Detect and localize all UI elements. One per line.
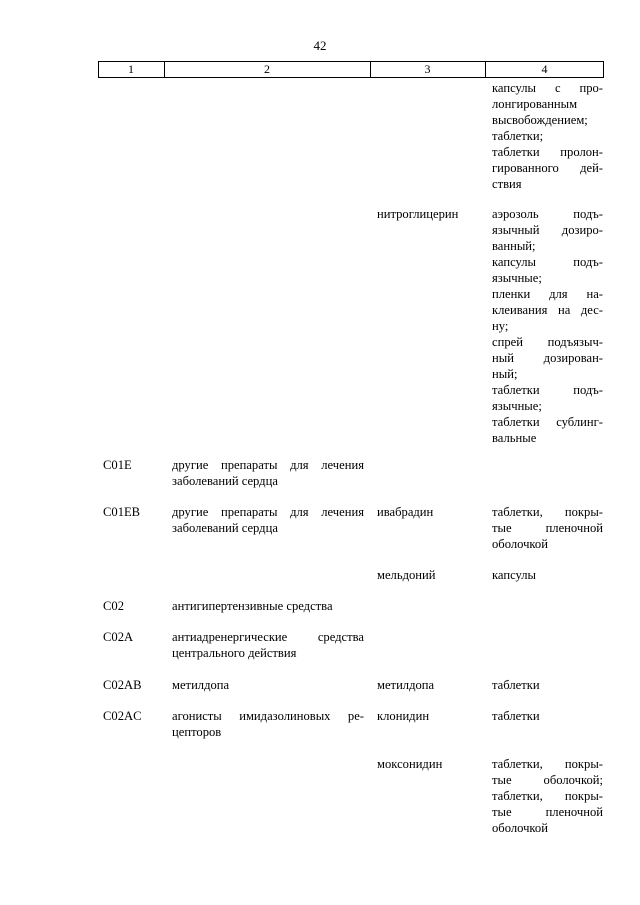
- group-text-line: цепторов: [172, 725, 222, 739]
- dosage-form-line: тые оболочкой;: [492, 773, 603, 787]
- drug-name: ивабрадин: [377, 505, 434, 519]
- anatomical-therapeutic-group: [172, 598, 364, 614]
- atc-code: C01EB: [103, 505, 141, 519]
- dosage-form-line: оболочкой: [492, 821, 548, 835]
- dosage-forms: [492, 708, 603, 724]
- dosage-form-line: ствия: [492, 177, 522, 191]
- dosage-form-line: язычный дозиро-: [492, 223, 603, 237]
- dosage-form-line: вальные: [492, 431, 537, 445]
- dosage-form-line: таблетки пролон-: [492, 145, 603, 159]
- atc-code: C02: [103, 599, 124, 613]
- atc-code: C02AB: [103, 678, 142, 692]
- dosage-form-line: оболочкой: [492, 537, 548, 551]
- atc-code: C02AC: [103, 709, 142, 723]
- group-text-line: агонисты имидазолиновых ре-: [172, 709, 364, 723]
- group-text-line: антиадренергические средства: [172, 630, 364, 644]
- page-number: 42: [313, 38, 327, 53]
- dosage-forms: [492, 756, 603, 836]
- dosage-form-line: ный;: [492, 367, 518, 381]
- table-border: [603, 62, 604, 77]
- dosage-form-line: таблетки: [492, 709, 540, 723]
- dosage-form-line: клеивания на дес-: [492, 303, 603, 317]
- anatomical-therapeutic-group: [172, 629, 364, 661]
- group-text-line: метилдопа: [172, 678, 230, 692]
- anatomical-therapeutic-group: [172, 677, 364, 693]
- column-header-2: 2: [264, 62, 270, 76]
- anatomical-therapeutic-group: [172, 708, 364, 740]
- dosage-form-line: таблетки подъ-: [492, 383, 603, 397]
- dosage-form-line: ный дозирован-: [492, 351, 603, 365]
- group-text-line: центрального действия: [172, 646, 297, 660]
- dosage-form-line: спрей подъязыч-: [492, 335, 603, 349]
- drug-name: клонидин: [377, 709, 430, 723]
- dosage-forms: [492, 504, 603, 552]
- dosage-forms: [492, 567, 603, 583]
- dosage-form-line: таблетки, покры-: [492, 757, 603, 771]
- dosage-form-line: таблетки: [492, 678, 540, 692]
- group-text-line: другие препараты для лечения: [172, 505, 364, 519]
- dosage-form-line: пленки для на-: [492, 287, 603, 301]
- dosage-form-line: тые пленочной: [492, 805, 603, 819]
- column-header-1: 1: [128, 62, 134, 76]
- dosage-form-line: гированного дей-: [492, 161, 603, 175]
- drug-name: моксонидин: [377, 757, 443, 771]
- column-header-4: 4: [541, 62, 548, 76]
- dosage-forms: [492, 677, 603, 693]
- dosage-form-line: ванный;: [492, 239, 536, 253]
- drug-name: нитроглицерин: [377, 207, 459, 221]
- dosage-form-line: таблетки;: [492, 129, 544, 143]
- dosage-form-line: язычные;: [492, 399, 542, 413]
- anatomical-therapeutic-group: [172, 457, 364, 489]
- dosage-form-line: капсулы подъ-: [492, 255, 603, 269]
- atc-code: C01E: [103, 458, 132, 472]
- drug-name: мельдоний: [377, 568, 436, 582]
- dosage-form-line: лонгированным: [492, 97, 578, 111]
- dosage-form-line: высвобождением;: [492, 113, 588, 127]
- dosage-form-line: таблетки, покры-: [492, 789, 603, 803]
- dosage-form-line: таблетки, покры-: [492, 505, 603, 519]
- group-text-line: другие препараты для лечения: [172, 458, 364, 472]
- group-text-line: антигипертензивные средства: [172, 599, 333, 613]
- column-header-3: 3: [424, 62, 431, 76]
- dosage-form-line: аэрозоль подъ-: [492, 207, 603, 221]
- dosage-form-line: таблетки сублинг-: [492, 415, 603, 429]
- group-text-line: заболеваний сердца: [172, 521, 278, 535]
- drug-name: метилдопа: [377, 678, 435, 692]
- dosage-form-line: язычные;: [492, 271, 542, 285]
- dosage-form-line: ну;: [492, 319, 509, 333]
- dosage-form-line: капсулы: [492, 568, 537, 582]
- anatomical-therapeutic-group: [172, 504, 364, 536]
- dosage-form-line: капсулы с про-: [492, 81, 603, 95]
- dosage-form-line: тые пленочной: [492, 521, 603, 535]
- dosage-forms: [492, 80, 603, 192]
- atc-code: C02A: [103, 630, 134, 644]
- dosage-forms: [492, 206, 603, 446]
- table-header: [98, 61, 604, 78]
- group-text-line: заболеваний сердца: [172, 474, 278, 488]
